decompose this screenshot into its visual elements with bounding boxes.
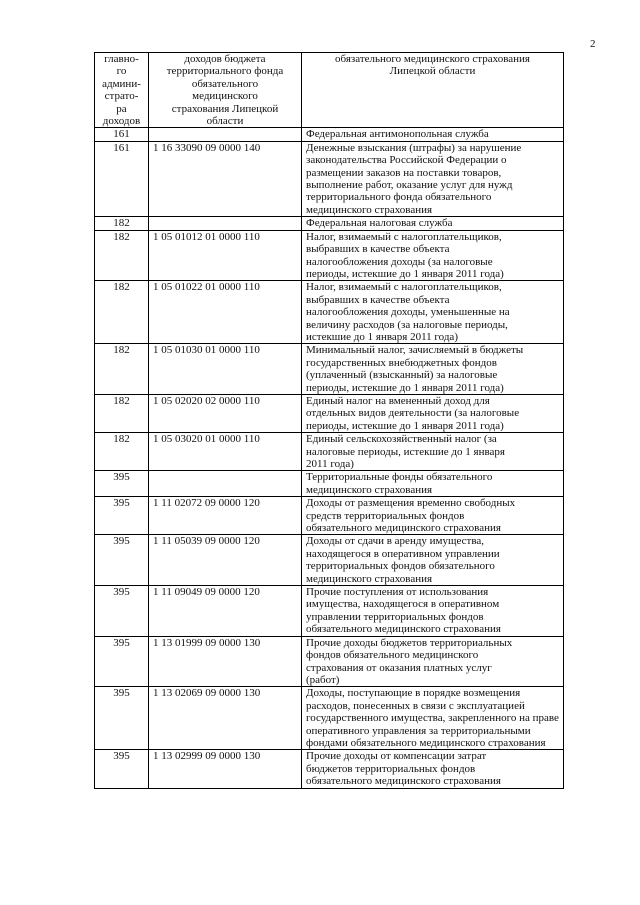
revenue-code-cell: 1 11 09049 09 0000 120 xyxy=(149,586,302,637)
table-row xyxy=(95,497,564,535)
admin-code-cell: 182 xyxy=(95,344,149,395)
admin-code-cell: 395 xyxy=(95,636,149,687)
admin-code-cell: 182 xyxy=(95,433,149,471)
table-row xyxy=(95,471,564,497)
revenue-code-cell: 1 11 05039 09 0000 120 xyxy=(149,535,302,586)
revenue-name-cell: Минимальный налог, зачисляемый в бюджеты государственных внебюджетных фондов (уплаченный (взысканный) за налоговые периоды, истекшие до 1 января 2011 года) xyxy=(302,344,564,395)
admin-code-cell: 395 xyxy=(95,687,149,750)
revenue-name-cell: Единый сельскохозяйственный налог (за налоговые периоды, истекшие до 1 января 2011 года) xyxy=(302,433,564,471)
revenue-name-cell: Прочие доходы от компенсации затрат бюджетов территориальных фондов обязательного медицинского страхования xyxy=(302,750,564,788)
revenue-name-cell: Федеральная налоговая служба xyxy=(302,217,564,230)
table-row xyxy=(95,636,564,687)
table-body xyxy=(95,53,564,789)
table-row xyxy=(95,281,564,344)
table-header-row xyxy=(95,53,564,128)
revenue-name-cell: Территориальные фонды обязательного медицинского страхования xyxy=(302,471,564,497)
header-revenue-name: обязательного медицинского страхования Липецкой области xyxy=(302,53,564,128)
revenue-name-cell: Доходы, поступающие в порядке возмещения расходов, понесенных в связи с эксплуатацией государственного имущества, закрепленного на праве оперативного управления за территориальными фондами обязательного медицинского страхования xyxy=(302,687,564,750)
revenue-code-cell: 1 05 01030 01 0000 110 xyxy=(149,344,302,395)
table-row xyxy=(95,586,564,637)
admin-code-cell: 182 xyxy=(95,217,149,230)
admin-code-cell: 395 xyxy=(95,586,149,637)
admin-code-cell: 161 xyxy=(95,141,149,216)
revenue-administrators-table xyxy=(94,52,564,789)
revenue-name-cell: Налог, взимаемый с налогоплательщиков, выбравших в качестве объекта налогообложения доходы, уменьшенные на величину расходов (за налоговые периоды, истекшие до 1 января 2011 года) xyxy=(302,281,564,344)
revenue-code-cell: 1 13 01999 09 0000 130 xyxy=(149,636,302,687)
header-admin-code: главно- го админи- страто- ра доходов xyxy=(95,53,149,128)
table-row xyxy=(95,344,564,395)
revenue-code-cell: 1 05 01012 01 0000 110 xyxy=(149,230,302,281)
admin-code-cell: 395 xyxy=(95,750,149,788)
revenue-code-cell: 1 11 02072 09 0000 120 xyxy=(149,497,302,535)
admin-code-cell: 182 xyxy=(95,230,149,281)
table-row xyxy=(95,128,564,141)
revenue-name-cell: Налог, взимаемый с налогоплательщиков, выбравших в качестве объекта налогообложения доходы (за налоговые периоды, истекшие до 1 января 2011 года) xyxy=(302,230,564,281)
table-row xyxy=(95,141,564,216)
admin-code-cell: 182 xyxy=(95,281,149,344)
admin-code-cell: 182 xyxy=(95,394,149,432)
revenue-name-cell: Доходы от размещения временно свободных средств территориальных фондов обязательного медицинского страхования xyxy=(302,497,564,535)
table-row xyxy=(95,230,564,281)
revenue-code-cell: 1 16 33090 09 0000 140 xyxy=(149,141,302,216)
table-row xyxy=(95,535,564,586)
revenue-code-cell: 1 05 01022 01 0000 110 xyxy=(149,281,302,344)
table-row xyxy=(95,687,564,750)
revenue-code-cell: 1 05 03020 01 0000 110 xyxy=(149,433,302,471)
revenue-code-cell xyxy=(149,471,302,497)
page-number: 2 xyxy=(590,38,596,50)
revenue-name-cell: Денежные взыскания (штрафы) за нарушение законодательства Российской Федерации о размещении заказов на поставки товаров, выполнение работ, оказание услуг для нужд территориального фонда обязательного медицинского страхования xyxy=(302,141,564,216)
revenue-code-cell: 1 05 02020 02 0000 110 xyxy=(149,394,302,432)
admin-code-cell: 395 xyxy=(95,471,149,497)
revenue-name-cell: Федеральная антимонопольная служба xyxy=(302,128,564,141)
revenue-name-cell: Единый налог на вмененный доход для отдельных видов деятельности (за налоговые периоды, истекшие до 1 января 2011 года) xyxy=(302,394,564,432)
revenue-name-cell: Прочие поступления от использования имущества, находящегося в оперативном управлении территориальных фондов обязательного медицинского страхования xyxy=(302,586,564,637)
revenue-code-cell: 1 13 02069 09 0000 130 xyxy=(149,687,302,750)
revenue-code-cell: 1 13 02999 09 0000 130 xyxy=(149,750,302,788)
table-row xyxy=(95,750,564,788)
header-revenue-code: доходов бюджета территориального фонда обязательного медицинского страхования Липецкой области xyxy=(149,53,302,128)
table-row xyxy=(95,433,564,471)
revenue-code-cell xyxy=(149,128,302,141)
admin-code-cell: 395 xyxy=(95,535,149,586)
revenue-name-cell: Доходы от сдачи в аренду имущества, находящегося в оперативном управлении территориальных фондов обязательного медицинского страхования xyxy=(302,535,564,586)
admin-code-cell: 395 xyxy=(95,497,149,535)
table-row xyxy=(95,217,564,230)
revenue-name-cell: Прочие доходы бюджетов территориальных фондов обязательного медицинского страхования от оказания платных услуг (работ) xyxy=(302,636,564,687)
admin-code-cell: 161 xyxy=(95,128,149,141)
table-row xyxy=(95,394,564,432)
revenue-code-cell xyxy=(149,217,302,230)
